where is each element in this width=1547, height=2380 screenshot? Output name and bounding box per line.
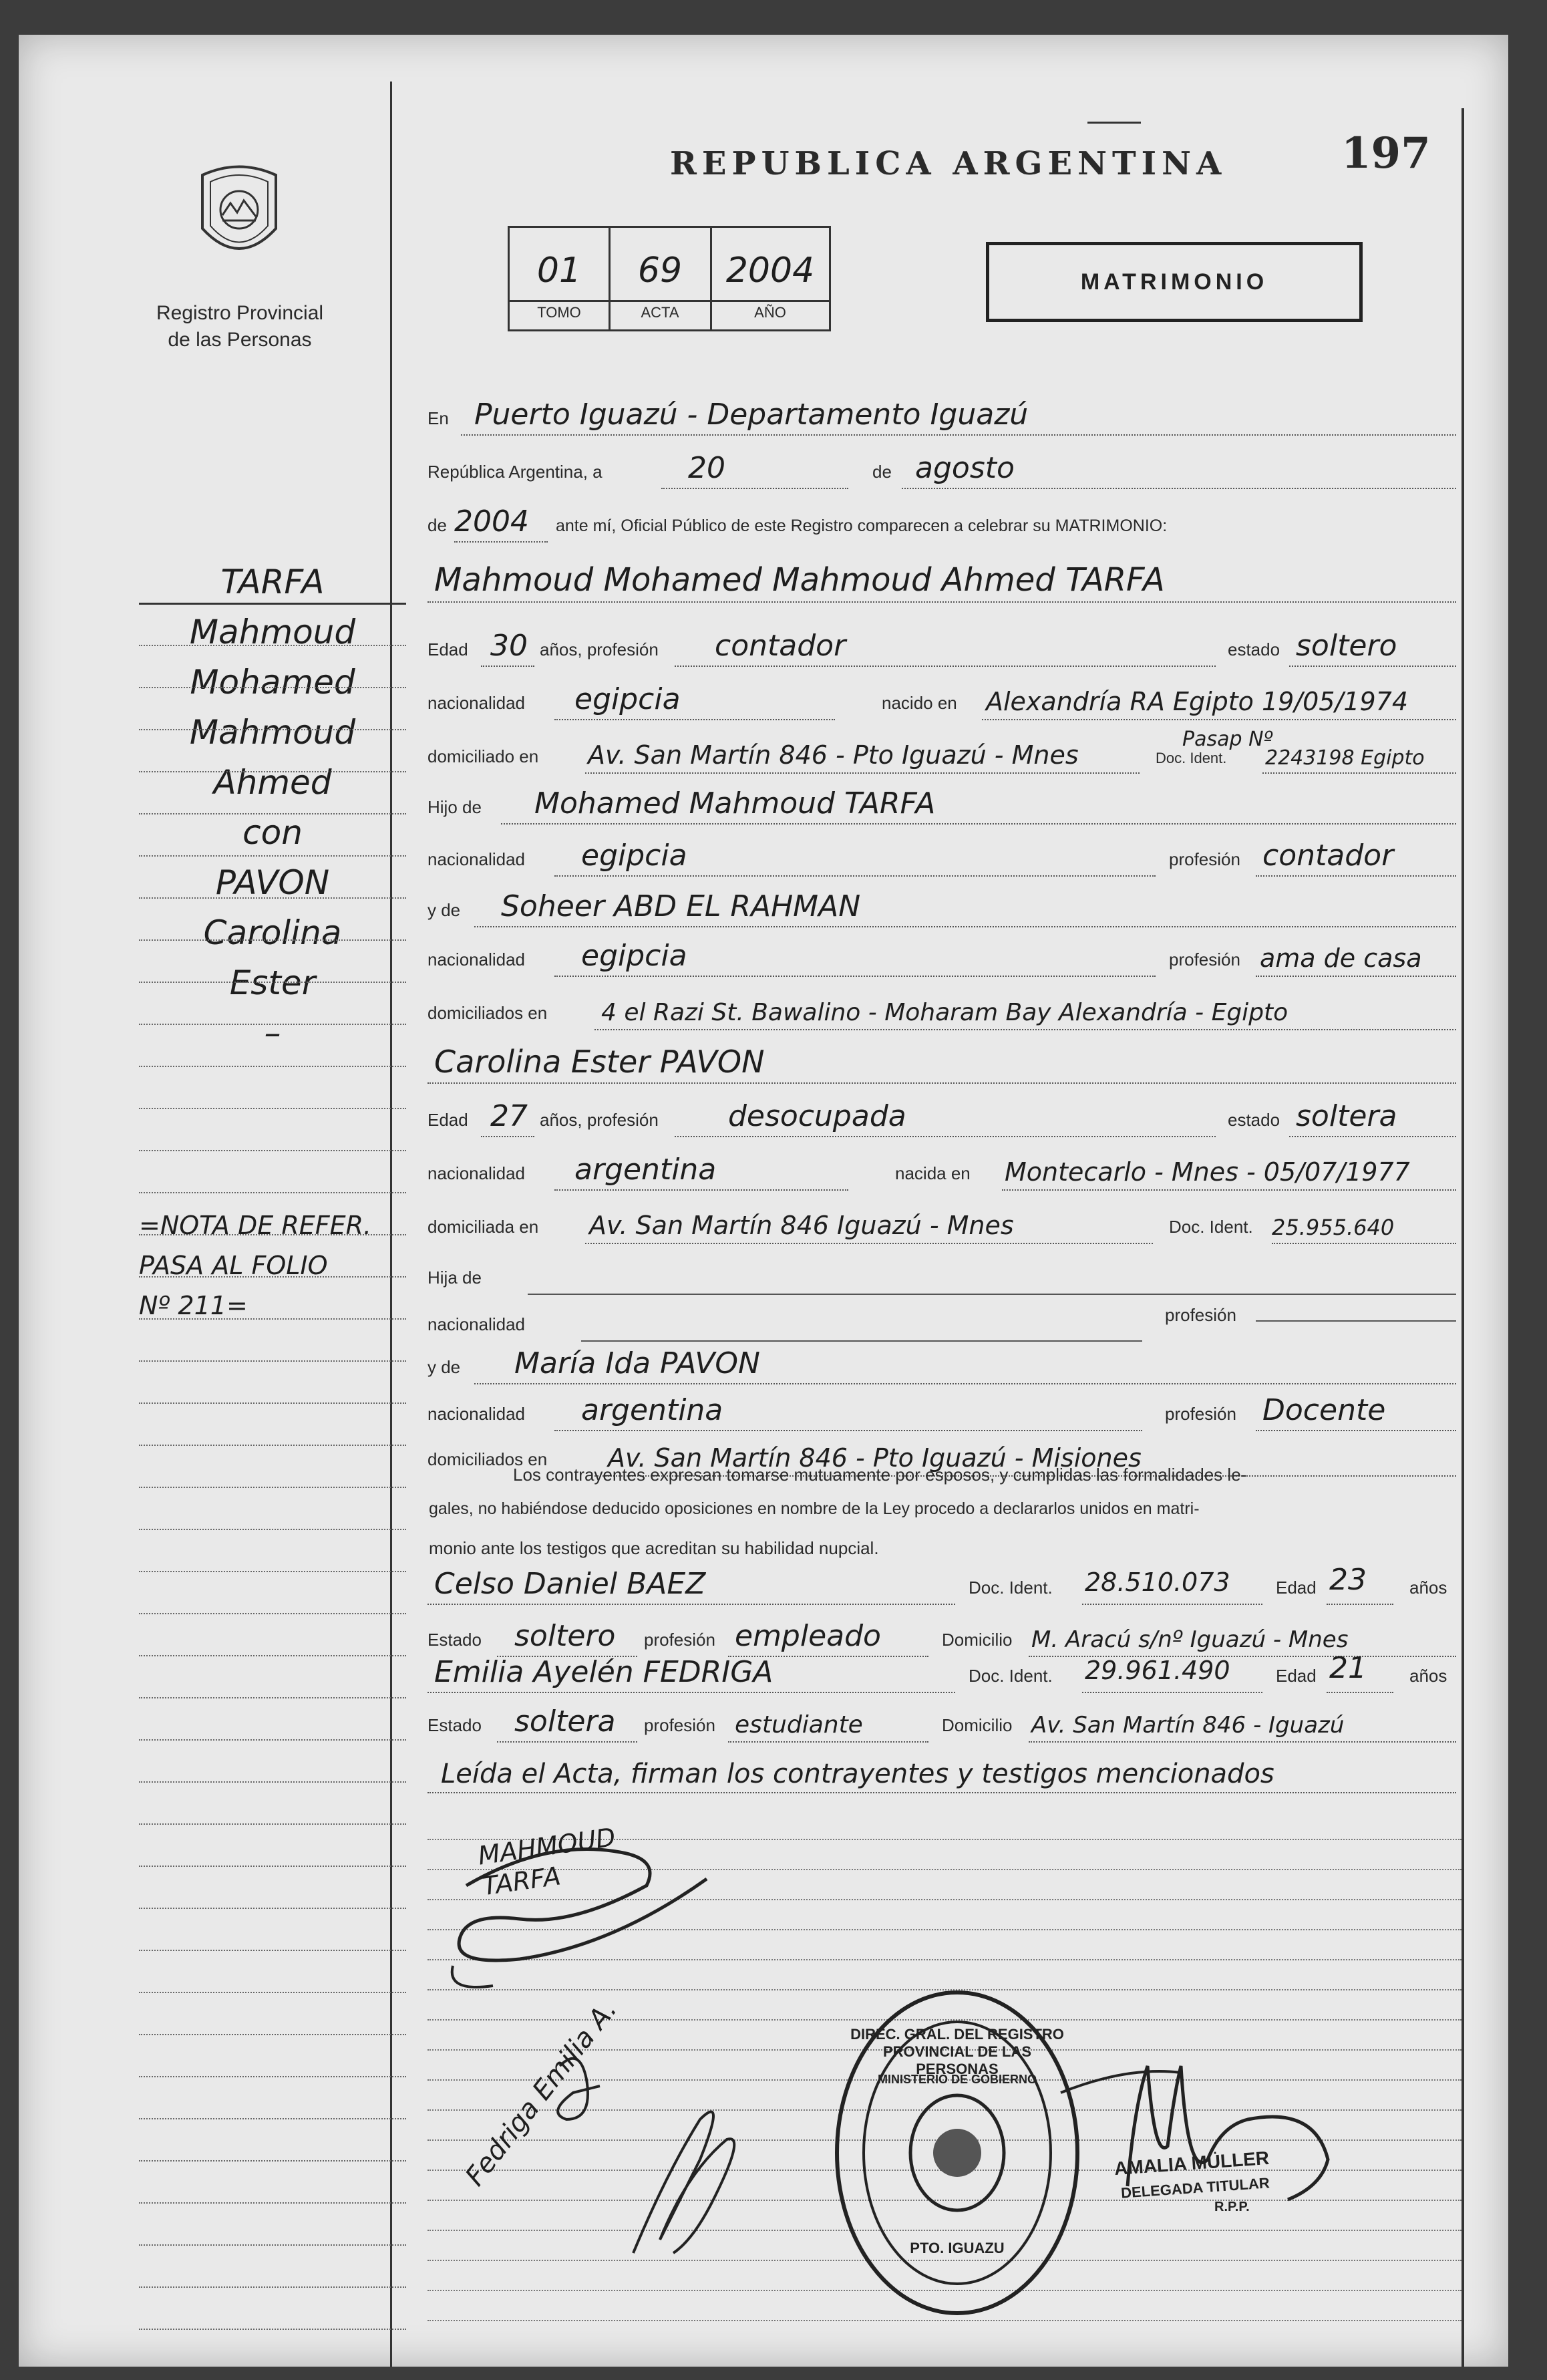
margin-name-0: TARFA [220, 563, 325, 601]
margin-rule [139, 2034, 406, 2035]
parents-address-line [594, 1029, 1456, 1030]
label-domiciliados-bride: domiciliados en [427, 1449, 548, 1469]
label-edad: Edad [427, 639, 468, 659]
margin-rule [139, 813, 406, 814]
bride-name-line [427, 1082, 1456, 1084]
margin-rule [139, 1739, 406, 1741]
row-witness2 [427, 1646, 1462, 1697]
label-anos-w2: años [1409, 1666, 1447, 1686]
row-place [427, 389, 1462, 440]
margin-rule [139, 1655, 406, 1656]
row-groom-name [427, 556, 1462, 607]
row-closing [427, 1747, 1462, 1797]
bride-nationality-line [554, 1189, 848, 1191]
groom-profession: contador [715, 629, 846, 663]
label-anos-w1: años [1409, 1578, 1447, 1598]
right-border [1462, 108, 1464, 2367]
margin-rule [139, 2202, 406, 2204]
label-estado-bride: estado [1228, 1110, 1280, 1130]
witness2-address-line [1029, 1741, 1456, 1743]
witness1-doc-line [1082, 1604, 1262, 1605]
groom-signature [440, 1805, 720, 2006]
label-anos-prof-bride: años, profesión [540, 1110, 659, 1130]
row-bride-address [427, 1197, 1462, 1248]
margin-rule [139, 2329, 406, 2330]
groom-age-line [481, 665, 534, 667]
margin-divider [390, 82, 392, 2367]
act-box [508, 226, 831, 331]
label-edad-w2: Edad [1276, 1666, 1317, 1686]
groom-doc-type: Pasap Nº [1182, 728, 1273, 751]
margin-rule [139, 1908, 406, 1909]
country-title: REPUBLICA ARGENTINA [670, 145, 1227, 182]
margin-rule [139, 2076, 406, 2077]
witness2-name: Emilia Ayelén FEDRIGA [434, 1655, 774, 1689]
acta-label: ACTA [641, 304, 679, 321]
bride-father-profession-line [1256, 1320, 1456, 1322]
row-mother [427, 881, 1462, 931]
label-ante: ante mí, Oficial Público de este Registro comparecen a celebrar su MATRIMONIO: [556, 516, 1168, 535]
margin-rule [139, 2244, 406, 2246]
margin-rule [139, 1024, 406, 1025]
registry-stamp [830, 1986, 1084, 2320]
bride-age: 27 [490, 1099, 528, 1133]
witness2-name-line [427, 1692, 955, 1693]
row-groom-address [427, 727, 1462, 778]
witness1-profession: empleado [735, 1619, 881, 1653]
label-nacionalidad: nacionalidad [427, 693, 526, 713]
groom-state: soltero [1296, 629, 1397, 663]
label-profesion-bride-father: profesión [1165, 1305, 1236, 1325]
label-domiciliada: domiciliada en [427, 1217, 539, 1237]
groom-birth: Alexandría RA Egipto 19/05/1974 [986, 687, 1408, 716]
bride-mother-nationality: argentina [581, 1393, 723, 1427]
label-estado-w2: Estado [427, 1715, 482, 1735]
margin-rule [139, 729, 406, 730]
mother-name: Soheer ABD EL RAHMAN [501, 889, 861, 923]
stamp-city: PTO. IGUAZU [910, 2240, 1005, 2256]
bride-age-line [481, 1136, 534, 1137]
witness2-age-line [1327, 1692, 1393, 1693]
margin-rule [139, 687, 406, 688]
label-doc-ident-w2: Doc. Ident. [969, 1666, 1053, 1686]
official-stamp-title: DELEGADA TITULAR [1120, 2174, 1270, 2202]
label-profesion-mother: profesión [1169, 949, 1240, 970]
month-line [902, 488, 1456, 489]
label-republica: República Argentina, a [427, 462, 603, 482]
provincial-seal [196, 162, 283, 269]
bride-doc: 25.955.640 [1272, 1215, 1395, 1240]
official-stamp-name: AMALIA MÜLLER [1113, 2147, 1270, 2180]
label-doc-ident-groom: Doc. Ident. [1156, 750, 1227, 766]
witness2-doc: 29.961.490 [1085, 1656, 1230, 1685]
witness2-doc-line [1082, 1692, 1262, 1693]
closing-text: Leída el Acta, firman los contrayentes y testigos mencionados [441, 1759, 1274, 1789]
witness2-profession: estudiante [735, 1711, 863, 1739]
label-domiciliado: domiciliado en [427, 746, 539, 766]
label-de: de [872, 462, 892, 482]
mother-line [474, 926, 1456, 927]
margin-name-1: Mahmoud [189, 613, 356, 651]
margin-rule [139, 2286, 406, 2288]
place-line [461, 434, 1456, 436]
header-dash [1087, 122, 1141, 124]
witness2-state: soltera [514, 1704, 616, 1739]
bride-address: Av. San Martín 846 Iguazú - Mnes [589, 1211, 1014, 1240]
registry-line2: de las Personas [168, 329, 312, 351]
label-nacida: nacida en [895, 1163, 971, 1183]
margin-rule [139, 2160, 406, 2162]
stamp-text: DIREC. GRAL. DEL REGISTRO PROVINCIAL DE LAS PERSONAS [850, 2026, 1064, 2077]
bride-profession-line [675, 1136, 1216, 1137]
margin-rule [139, 1823, 406, 1825]
margin-rule [139, 897, 406, 899]
row-parents-address [427, 984, 1462, 1034]
row-bride-mother-nationality [427, 1384, 1462, 1435]
label-edad-w1: Edad [1276, 1578, 1317, 1598]
anio-label: AÑO [754, 304, 786, 321]
mother-nationality-line [554, 976, 1156, 977]
label-profesion-w1: profesión [644, 1630, 715, 1650]
mother-nationality: egipcia [581, 939, 687, 973]
bride-state-line [1289, 1136, 1456, 1137]
groom-address: Av. San Martín 846 - Pto Iguazú - Mnes [588, 740, 1079, 770]
mother-profession: ama de casa [1260, 943, 1422, 973]
lower-rule [427, 2320, 1462, 2321]
tomo-value: 01 [536, 251, 582, 291]
label-y-de: y de [427, 900, 461, 920]
document-page [19, 35, 1508, 2367]
margin-rule [139, 939, 406, 941]
label-nacido: nacido en [882, 693, 957, 713]
day-line [661, 488, 848, 489]
place-value: Puerto Iguazú - Departamento Iguazú [474, 398, 1029, 432]
groom-nationality-line [554, 719, 835, 720]
label-profesion-bride-mother: profesión [1165, 1404, 1236, 1424]
margin-note-3: Nº 211= [139, 1291, 248, 1320]
label-domicilio-w1: Domicilio [942, 1630, 1013, 1650]
tomo-label: TOMO [537, 304, 581, 321]
margin-note-1: =NOTA DE REFER. [139, 1211, 372, 1240]
day-value: 20 [688, 451, 725, 485]
row-groom-age [427, 620, 1462, 671]
margin-name-5: con [242, 813, 303, 852]
witness2-profession-line [728, 1741, 928, 1743]
margin-rule [139, 1992, 406, 1993]
groom-age: 30 [490, 629, 528, 663]
margin-rule [139, 1487, 406, 1488]
groom-name: Mahmoud Mohamed Mahmoud Ahmed TARFA [434, 561, 1165, 599]
closing-line [427, 1792, 1456, 1793]
groom-doc-line [1262, 772, 1456, 774]
groom-name-line [427, 601, 1456, 603]
margin-rule [139, 1360, 406, 1362]
page-number: 197 [1341, 128, 1431, 178]
margin-rule [139, 1192, 406, 1193]
bride-nationality: argentina [574, 1153, 717, 1187]
bride-birth-line [1002, 1189, 1456, 1191]
groom-state-line [1289, 665, 1456, 667]
margin-name-9: – [264, 1014, 281, 1052]
row-bride-age [427, 1090, 1462, 1141]
groom-nationality: egipcia [574, 682, 681, 716]
row-year [427, 496, 1462, 547]
year-line [454, 541, 548, 543]
margin-rule [139, 603, 406, 605]
margin-rule [139, 1150, 406, 1151]
bride-doc-line [1272, 1243, 1456, 1244]
margin-rule [139, 1402, 406, 1404]
margin-name-4: Ahmed [213, 763, 332, 802]
label-profesion-w2: profesión [644, 1715, 715, 1735]
bride-mother-name: María Ida PAVON [514, 1346, 760, 1380]
witness1-age-line [1327, 1604, 1393, 1605]
margin-rule [139, 1571, 406, 1572]
label-nacionalidad-father: nacionalidad [427, 849, 526, 869]
label-estado-w1: Estado [427, 1630, 482, 1650]
label-nacionalidad-bride: nacionalidad [427, 1163, 526, 1183]
margin-rule [139, 1950, 406, 1951]
row-father [427, 778, 1462, 829]
margin-rule [139, 1613, 406, 1614]
margin-note-2: PASA AL FOLIO [139, 1251, 328, 1280]
declaration-line-3: monio ante los testigos que acreditan su habilidad nupcial. [429, 1538, 879, 1558]
bride-address-line [585, 1243, 1153, 1244]
bride-name: Carolina Ester PAVON [434, 1044, 765, 1080]
label-anos-prof: años, profesión [540, 639, 659, 659]
bride-profession: desocupada [728, 1099, 906, 1133]
groom-doc: 2243198 Egipto [1265, 746, 1425, 770]
bride-parents-address: Av. San Martín 846 - Pto Iguazú - Misiones [608, 1443, 1142, 1473]
margin-rule [139, 771, 406, 772]
witness2-address: Av. San Martín 846 - Iguazú [1031, 1712, 1345, 1739]
official-stamp-org: R.P.P. [1214, 2200, 1250, 2214]
row-bride-name [427, 1037, 1462, 1088]
bride-birth: Montecarlo - Mnes - 05/07/1977 [1005, 1157, 1410, 1187]
row-father-nationality [427, 830, 1462, 881]
label-profesion-father: profesión [1169, 849, 1240, 869]
label-nacionalidad-bride-mother: nacionalidad [427, 1404, 526, 1424]
declaration-line-2: gales, no habiéndose deducido oposiciones en nombre de la Ley procedo a declararlos unidos en matri- [429, 1499, 1200, 1518]
witness1-age: 23 [1329, 1563, 1367, 1597]
groom-birth-line [982, 719, 1456, 720]
father-line [501, 823, 1456, 825]
acta-value: 69 [637, 251, 683, 291]
groom-address-line [585, 772, 1140, 774]
label-doc-ident-w1: Doc. Ident. [969, 1578, 1053, 1598]
label-estado: estado [1228, 639, 1280, 659]
row-date [427, 442, 1462, 493]
margin-rule [139, 1781, 406, 1783]
row-bride-nationality [427, 1144, 1462, 1195]
groom-signature-text: MAHMOUD TARFA [476, 1822, 618, 1902]
father-nationality-line [554, 875, 1156, 877]
witness2-age: 21 [1329, 1651, 1367, 1685]
mother-profession-line [1256, 976, 1456, 977]
label-en: En [427, 408, 449, 428]
father-name: Mohamed Mahmoud TARFA [534, 786, 936, 821]
label-nacionalidad-bride-father: nacionalidad [427, 1314, 526, 1334]
witness2-state-line [497, 1741, 637, 1743]
bride-mother-profession: Docente [1262, 1393, 1386, 1427]
margin-rule [139, 2118, 406, 2119]
stamp-inner-text: MINISTERIO DE GOBIERNO [877, 2073, 1037, 2086]
record-type-box [986, 242, 1363, 322]
declaration-line-1: Los contrayentes expresan tomarse mutuamente por esposos, y cumplidas las formalidades le- [513, 1465, 1247, 1485]
row-witness2-details [427, 1696, 1462, 1747]
witness1-state: soltero [514, 1619, 616, 1653]
row-witness1 [427, 1558, 1462, 1609]
margin-rule [139, 1697, 406, 1698]
label-edad-bride: Edad [427, 1110, 468, 1130]
month-value: agosto [915, 451, 1015, 485]
label-domicilio-w2: Domicilio [942, 1715, 1013, 1735]
label-y-de-bride: y de [427, 1357, 461, 1377]
groom-profession-line [675, 665, 1216, 667]
margin-rule [139, 1066, 406, 1067]
label-nacionalidad-mother: nacionalidad [427, 949, 526, 970]
parents-address: 4 el Razi St. Bawalino - Moharam Bay Alexandría - Egipto [601, 999, 1288, 1026]
label-de2: de [427, 515, 447, 535]
margin-name-8: Ester [229, 963, 316, 1002]
witness-signature [446, 1994, 780, 2320]
witness1-address: M. Aracú s/nº Iguazú - Mnes [1031, 1626, 1349, 1653]
row-bride-father [427, 1248, 1462, 1299]
margin-rule [139, 645, 406, 646]
anio-value: 2004 [725, 251, 815, 291]
margin-name-3: Mahmoud [189, 713, 356, 752]
row-mother-nationality [427, 930, 1462, 981]
margin-name-6: PAVON [215, 863, 330, 902]
act-box-rule [510, 300, 829, 302]
margin-rule [139, 855, 406, 857]
witness-signature-text: Fedriga Emilia A. [460, 1994, 623, 2192]
father-nationality: egipcia [581, 839, 687, 873]
margin-name-7: Carolina [203, 913, 342, 952]
margin-rule [139, 1529, 406, 1530]
label-hijo: Hijo de [427, 797, 482, 817]
record-type: MATRIMONIO [1080, 269, 1268, 295]
witness1-name-line [427, 1604, 955, 1605]
margin-rule [139, 1108, 406, 1109]
row-bride-mother [427, 1338, 1462, 1388]
margin-rule [139, 982, 406, 983]
year-value: 2004 [454, 504, 529, 539]
margin-rule [139, 1866, 406, 1867]
margin-rule [139, 1445, 406, 1446]
label-domiciliados: domiciliados en [427, 1003, 548, 1023]
label-hija: Hija de [427, 1268, 482, 1288]
row-groom-nationality [427, 674, 1462, 724]
label-doc-ident-bride: Doc. Ident. [1169, 1217, 1253, 1237]
witness1-name: Celso Daniel BAEZ [434, 1567, 706, 1601]
witness1-doc: 28.510.073 [1085, 1568, 1230, 1597]
father-profession-line [1256, 875, 1456, 877]
margin-name-2: Mohamed [190, 663, 355, 702]
father-profession: contador [1262, 839, 1394, 873]
registry-line1: Registro Provincial [156, 302, 324, 324]
bride-state: soltera [1296, 1099, 1397, 1133]
